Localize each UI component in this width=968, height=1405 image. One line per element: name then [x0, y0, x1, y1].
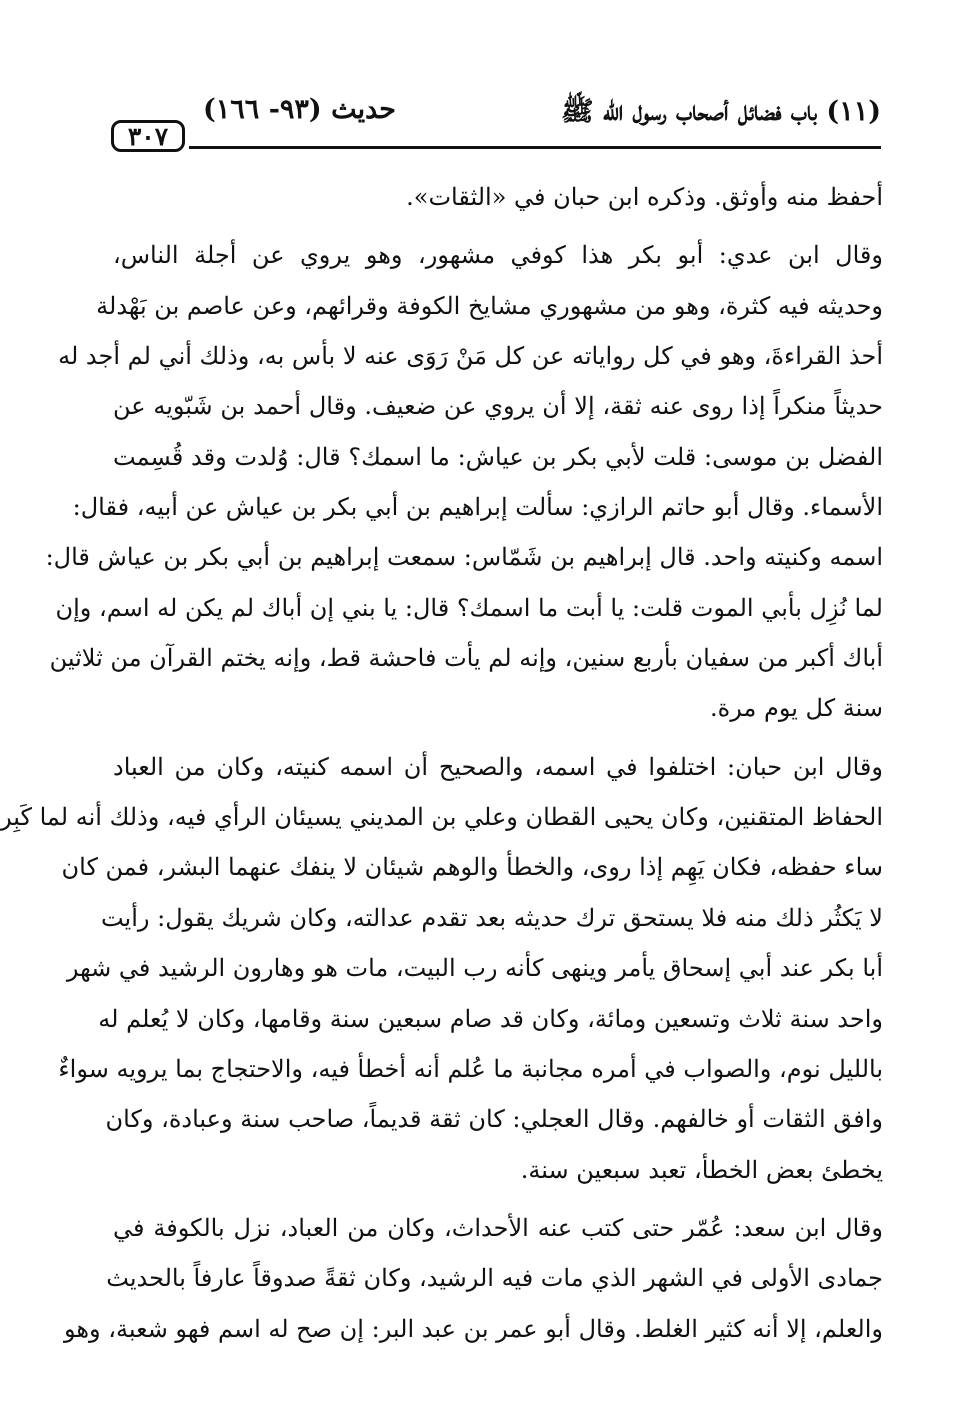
text-line: اسمه وكنيته واحد. قال إبراهيم بن شَمّاس: سمعت إبراهيم بن أبي بكر بن عياش قال:: [45, 543, 883, 572]
text-line: ساء حفظه، فكان يَهِم إذا روى، والخطأ والوهم شيئان لا ينفك عنهما البشر، فمن كان: [61, 853, 883, 882]
text-line: أحفظ منه وأوثق. وذكره ابن حبان في «الثقات».: [406, 183, 883, 211]
text-line: حديثاً منكراً إذا روى عنه ثقة، إلا أن يروي عن ضعيف. وقال أحمد بن شَبّويه عن: [113, 392, 883, 421]
paragraph-gap: [113, 222, 883, 230]
text-line: بالليل نوم، والصواب في أمره مجانبة ما عُلم أنه أخطأ فيه، والاحتجاج بما يرويه سواءٌ: [58, 1054, 883, 1083]
text-line: الأسماء. وقال أبو حاتم الرازي: سألت إبراهيم بن أبي بكر بن عياش عن أبيه، فقال:: [72, 493, 883, 522]
hadith-range: حديث (٩٣- ١٦٦): [203, 94, 396, 125]
text-line: وحديثه فيه كثرة، وهو من مشهوري مشايخ الكوفة وقرائهم، وعن عاصم بن بَهْدلة: [96, 291, 883, 320]
text-line: جمادى الأولى في الشهر الذي مات فيه الرشيد، وكان ثقةً صدوقاً عارفاً بالحديث: [106, 1264, 883, 1293]
paragraph: [45, 230, 883, 733]
paragraph-gap: [113, 734, 883, 742]
paragraph-gap: [113, 1195, 883, 1203]
text-line: وقال ابن حبان: اختلفوا في اسمه، والصحيح أن اسمه كنيته، وكان من العباد: [113, 752, 883, 781]
page-number: ٣٠٧: [111, 120, 185, 152]
paragraph: [63, 1203, 883, 1354]
text-line: واحد سنة ثلاث وتسعين ومائة، وكان قد صام سبعين سنة وقامها، وكان لا يُعلم له: [98, 1004, 883, 1033]
text-line: يخطئ بعض الخطأ، تعبد سبعين سنة.: [520, 1155, 883, 1184]
paragraph: [113, 172, 883, 222]
text-line: وقال ابن سعد: عُمّر حتى كتب عنه الأحداث، وكان من العباد، نزل بالكوفة في: [113, 1213, 883, 1242]
main-text: [0, 172, 883, 1354]
text-line: لما نُزِل بأبي الموت قلت: يا أبت ما اسمك؟ قال: يا بني إن أباك لم يكن له اسم، وإن: [55, 593, 883, 622]
text-line: وقال ابن عدي: أبو بكر هذا كوفي مشهور، وهو يروي عن أجلة الناس،: [113, 241, 883, 270]
text-line: وافق الثقات أو خالفهم. وقال العجلي: كان ثقة قديماً، صاحب سنة وعبادة، وكان: [105, 1105, 883, 1134]
running-header: [111, 88, 881, 152]
chapter-title: (١١) باب فضائل أصحاب رسول الله ﷺ: [560, 96, 881, 127]
text-line: الحفاظ المتقنين، وكان يحيى القطان وعلي بن المديني يسيئان الرأي فيه، وذلك أنه لما كَبِر: [0, 803, 883, 832]
text-line: أحذ القراءةَ، وهو في كل رواياته عن كل مَنْ رَوَى عنه لا بأس به، وذلك أني لم أجد له: [58, 342, 883, 371]
header-rule: [189, 146, 881, 149]
text-line: أبا بكر عند أبي إسحاق يأمر وينهى كأنه رب البيت، مات هو وهارون الرشيد في شهر: [66, 954, 883, 983]
paragraph: [0, 742, 883, 1195]
text-line: أباك أكبر من سفيان بأربع سنين، وإنه لم يأت فاحشة قط، وإنه يختم القرآن من ثلاثين: [49, 644, 883, 673]
text-line: الفضل بن موسى: قلت لأبي بكر بن عياش: ما اسمك؟ قال: وُلدت وقد قُسِمت: [113, 442, 883, 471]
text-line: والعلم، إلا أنه كثير الغلط. وقال أبو عمر بن عبد البر: إن صح له اسم فهو شعبة، وهو: [63, 1314, 883, 1343]
text-line: لا يَكثُر ذلك منه فلا يستحق ترك حديثه بعد تقدم عدالته، وكان شريك يقول: رأيت: [100, 903, 883, 932]
text-line: سنة كل يوم مرة.: [710, 694, 883, 723]
